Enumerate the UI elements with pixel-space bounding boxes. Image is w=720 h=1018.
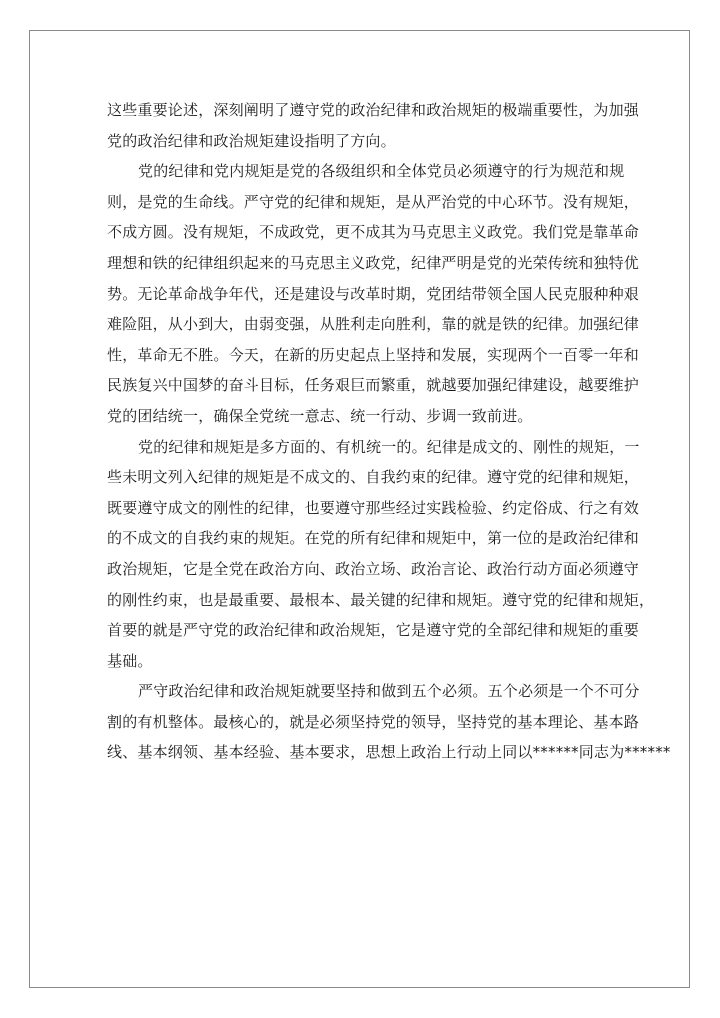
text-line: 线、基本纲领、基本经验、基本要求，思想上政治上行动上同以******同志为******: [107, 743, 671, 762]
text-line: 党的团结统一，确保全党统一意志、统一行动、步调一致前进。: [107, 406, 533, 425]
text-line: 民族复兴中国梦的奋斗目标，任务艰巨而繁重，就越要加强纪律建设，越要维护: [107, 376, 640, 395]
text-line: 既要遵守成文的刚性的纪律，也要遵守那些经过实践检验、约定俗成、行之有效: [107, 498, 640, 517]
text-line: 些未明文列入纪律的规矩是不成文的、自我约束的纪律。遵守党的纪律和规矩，: [107, 468, 640, 487]
paragraph-3: [107, 432, 655, 677]
text-line: 党的纪律和党内规矩是党的各级组织和全体党员必须遵守的行为规范和规: [138, 162, 625, 181]
text-line: 这些重要论述，深刻阐明了遵守党的政治纪律和政治规矩的极端重要性，为加强: [107, 101, 640, 119]
text-line: 严守政治纪律和政治规矩就要坚持和做到五个必须。五个必须是一个不可分: [138, 682, 640, 701]
text-line: 党的政治纪律和政治规矩建设指明了方向。: [107, 131, 396, 150]
text-line: 则，是党的生命线。严守党的纪律和规矩，是从严治党的中心环节。没有规矩，: [107, 192, 640, 211]
paragraph-1: [107, 95, 640, 156]
text-line: 的刚性约束，也是最重要、最根本、最关键的纪律和规矩。遵守党的纪律和规矩，: [107, 590, 655, 609]
text-line: 理想和铁的纪律组织起来的马克思主义政党，纪律严明是党的光荣传统和独特优: [107, 253, 640, 272]
text-line: 不成方圆。没有规矩，不成政党，更不成其为马克思主义政党。我们党是靠革命: [107, 223, 640, 242]
text-line: 首要的就是严守党的政治纪律和政治规矩，它是遵守党的全部纪律和规矩的重要: [107, 621, 640, 640]
text-line: 党的纪律和规矩是多方面的、有机统一的。纪律是成文的、刚性的规矩，一: [138, 437, 640, 456]
paragraph-2: [107, 156, 640, 431]
text-line: 性，革命无不胜。今天，在新的历史起点上坚持和发展，实现两个一百零一年和: [107, 345, 640, 364]
text-line: 难险阻，从小到大，由弱变强，从胜利走向胜利，靠的就是铁的纪律。加强纪律: [107, 315, 640, 334]
text-line: 基础。: [107, 651, 153, 670]
text-line: 割的有机整体。最核心的，就是必须坚持党的领导，坚持党的基本理论、基本路: [107, 712, 640, 731]
text-line: 的不成文的自我约束的规矩。在党的所有纪律和规矩中，第一位的是政治纪律和: [107, 529, 640, 548]
document-body: [107, 95, 671, 768]
text-line: 势。无论革命战争年代，还是建设与改革时期，党团结带领全国人民克服种种艰: [107, 284, 640, 303]
paragraph-4: [107, 676, 671, 768]
text-line: 政治规矩，它是全党在政治方向、政治立场、政治言论、政治行动方面必须遵守: [107, 559, 640, 578]
